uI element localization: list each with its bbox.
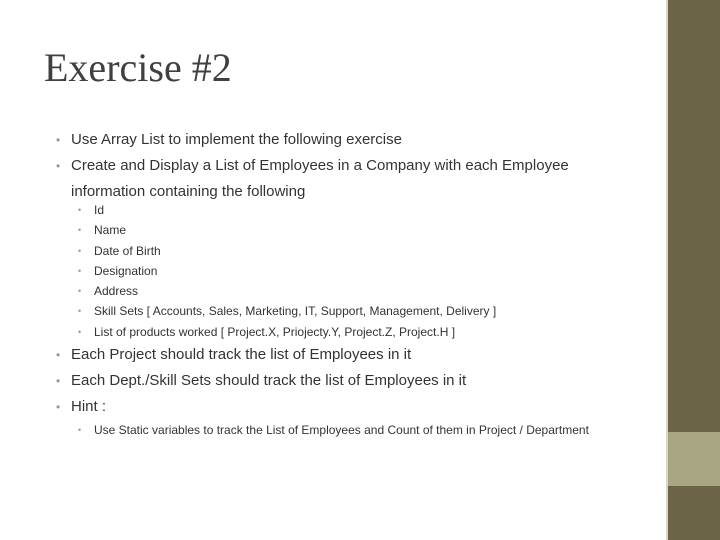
hint-list xyxy=(78,420,648,440)
bullet-icon: • xyxy=(78,225,82,236)
hint-text: Use Static variables to track the List of Employees and Count of them in Project / Department xyxy=(94,423,589,437)
bullet-icon: • xyxy=(78,245,82,256)
bullet-icon: • xyxy=(56,400,61,414)
field-text: Designation xyxy=(94,263,158,278)
list-item xyxy=(54,127,644,153)
bullet-icon: • xyxy=(78,265,82,276)
list-item xyxy=(78,241,648,261)
list-item xyxy=(78,420,648,440)
top-bullet-list xyxy=(54,127,644,205)
field-text: Address xyxy=(94,284,139,299)
list-item xyxy=(54,153,644,205)
bullet-icon: • xyxy=(56,159,61,173)
field-text: List of products worked [ Project.X, Priojecty.Y, Project.Z, Project.H ] xyxy=(94,324,456,339)
field-text: Id xyxy=(94,203,105,217)
bullet-icon: • xyxy=(78,326,82,337)
bullet-text: Use Array List to implement the following exercise xyxy=(71,131,402,148)
list-item xyxy=(78,322,648,342)
bullet-icon: • xyxy=(56,348,61,362)
list-item xyxy=(78,281,648,301)
list-item xyxy=(78,301,648,321)
slide-title: Exercise #2 xyxy=(44,45,232,90)
bullet-text: Each Dept./Skill Sets should track the list of Employees in it xyxy=(71,372,467,389)
bullet-text: Hint : xyxy=(71,398,107,415)
bullet-icon: • xyxy=(78,286,82,297)
bullet-icon: • xyxy=(56,374,61,388)
bullet-icon: • xyxy=(78,425,82,435)
bullet-icon: • xyxy=(56,133,61,147)
list-item xyxy=(54,368,644,394)
field-text: Date of Birth xyxy=(94,243,161,258)
side-band-accent xyxy=(668,432,720,486)
field-text: Skill Sets [ Accounts, Sales, Marketing, IT, Support, Management, Delivery ] xyxy=(94,304,497,319)
bullet-text: Each Project should track the list of Employees in it xyxy=(71,346,412,363)
employee-fields-list xyxy=(78,200,648,342)
bullet-text: Create and Display a List of Employees in a Company with each Employee information containing the following xyxy=(71,157,569,200)
list-item xyxy=(78,220,648,240)
list-item xyxy=(54,394,644,420)
list-item xyxy=(78,200,648,220)
list-item xyxy=(78,261,648,281)
bullet-icon: • xyxy=(78,306,82,317)
bottom-bullet-list xyxy=(54,342,644,420)
bullet-icon: • xyxy=(78,205,82,215)
list-item xyxy=(54,342,644,368)
field-text: Name xyxy=(94,223,127,238)
